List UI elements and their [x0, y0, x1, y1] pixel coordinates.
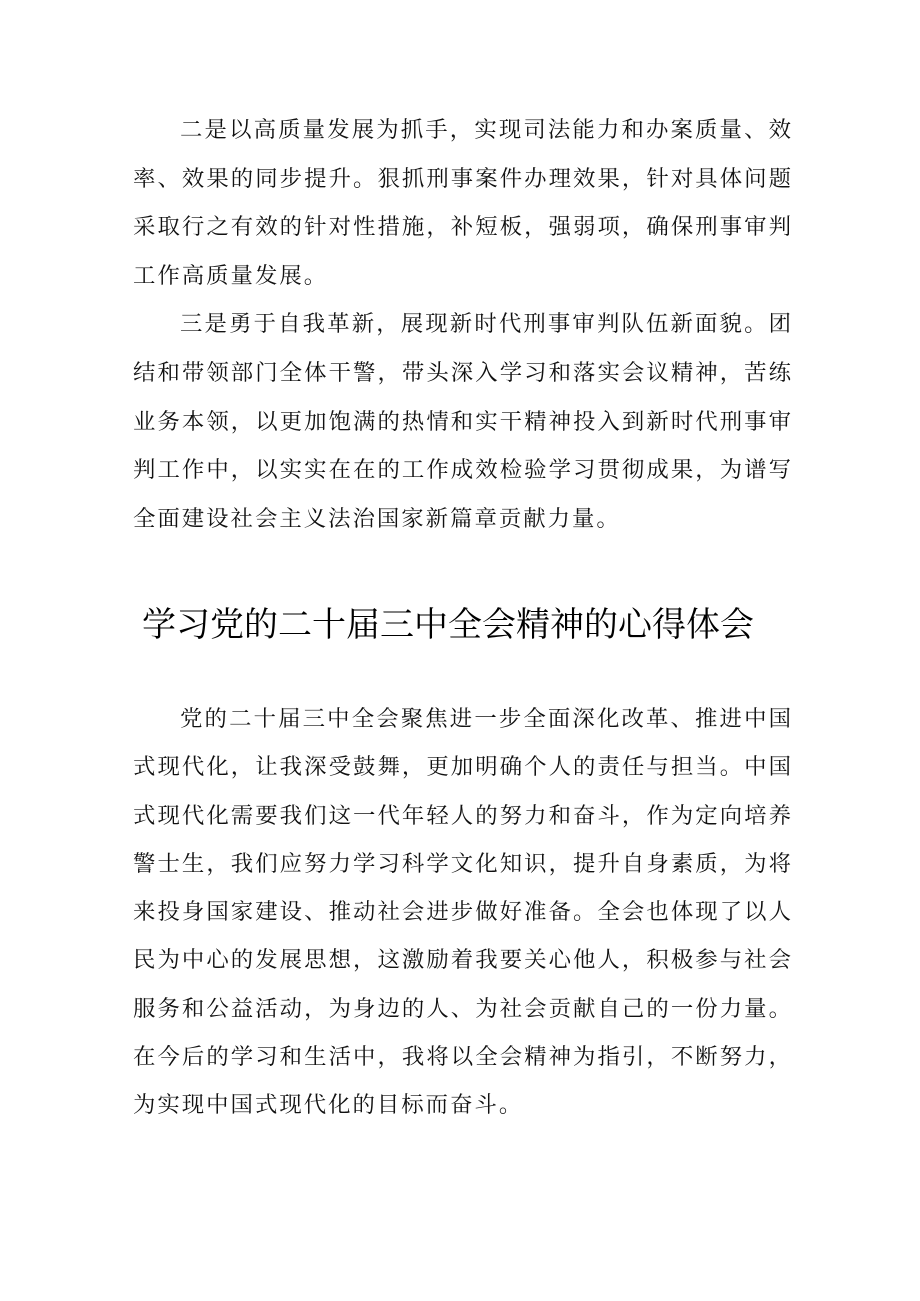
section-heading: 学习党的二十届三中全会精神的心得体会 [142, 605, 754, 645]
document-section-bottom [133, 695, 793, 1130]
paragraph-self-reform: 三是勇于自我革新，展现新时代刑事审判队伍新面貌。团结和带领部门全体干警，带头深入学习和落实会议精神，苦练业务本领，以更加饱满的热情和实干精神投入到新时代刑事审判工作中，以实实在在的工作成效检验学习贯彻成果，为谱写全面建设社会主义法治国家新篇章贡献力量。 [133, 311, 793, 532]
document-section-top [133, 106, 793, 543]
paragraph-quality-development: 二是以高质量发展为抓手，实现司法能力和办案质量、效率、效果的同步提升。狠抓刑事案件办理效果，针对具体问题采取行之有效的针对性措施，补短板，强弱项，确保刑事审判工作高质量发展。 [133, 117, 793, 289]
paragraph-reflection: 党的二十届三中全会聚焦进一步全面深化改革、推进中国式现代化，让我深受鼓舞，更加明确个人的责任与担当。中国式现代化需要我们这一代年轻人的努力和奋斗，作为定向培养警士生，我们应努力学习科学文化知识，提升自身素质，为将来投身国家建设、推动社会进步做好准备。全会也体现了以人民为中心的发展思想，这激励着我要关心他人，积极参与社会服务和公益活动，为身边的人、为社会贡献自己的一份力量。在今后的学习和生活中，我将以全会精神为指引，不断努力，为实现中国式现代化的目标而奋斗。 [133, 706, 793, 1119]
